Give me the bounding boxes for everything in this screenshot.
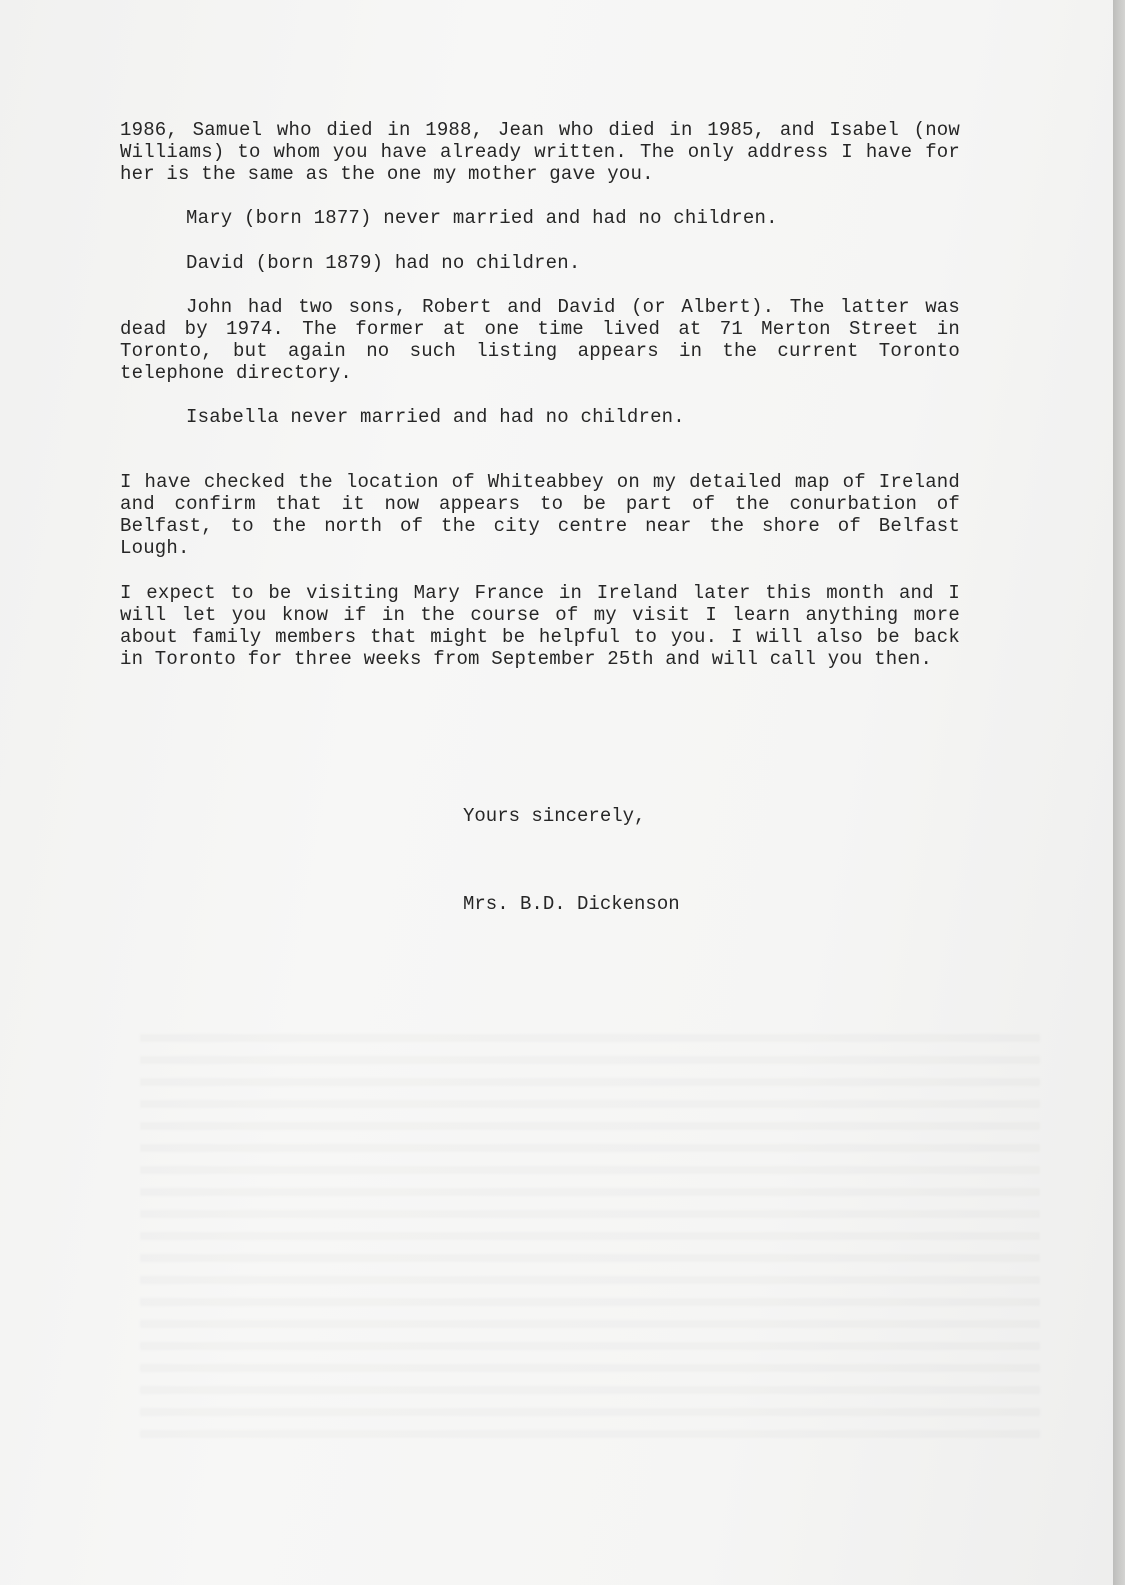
paragraph-family-deaths: 1986, Samuel who died in 1988, Jean who died in 1985, and Isabel (now Williams) to whom you have already written. The only address I have for her is the same as the one my mother gave you. — [120, 119, 960, 185]
paragraph-isabella: Isabella never married and had no children. — [186, 406, 685, 428]
desk-edge — [1113, 0, 1125, 1585]
paragraph-whiteabbey: I have checked the location of Whiteabbey on my detailed map of Ireland and confirm that it now appears to be part of the conurbation of Belfast, to the north of the city centre near the shore of Belfast Lough. — [120, 471, 960, 559]
reverse-side-bleed-through — [140, 1020, 1040, 1440]
paragraph-david: David (born 1879) had no children. — [186, 252, 581, 274]
paragraph-visit-plans: I expect to be visiting Mary France in Ireland later this month and I will let you know if in the course of my visit I learn anything more about family members that might be helpful to you. I will also be back in Toronto for three weeks from September 25th and will call you then. — [120, 582, 960, 670]
closing: Yours sincerely, — [463, 805, 646, 827]
paragraph-mary: Mary (born 1877) never married and had no children. — [186, 207, 778, 229]
signature: Mrs. B.D. Dickenson — [463, 893, 680, 915]
paragraph-john: John had two sons, Robert and David (or Albert). The latter was dead by 1974. The former at one time lived at 71 Merton Street in Toronto, but again no such listing appears in the current Toronto telephone directory. — [120, 296, 960, 384]
